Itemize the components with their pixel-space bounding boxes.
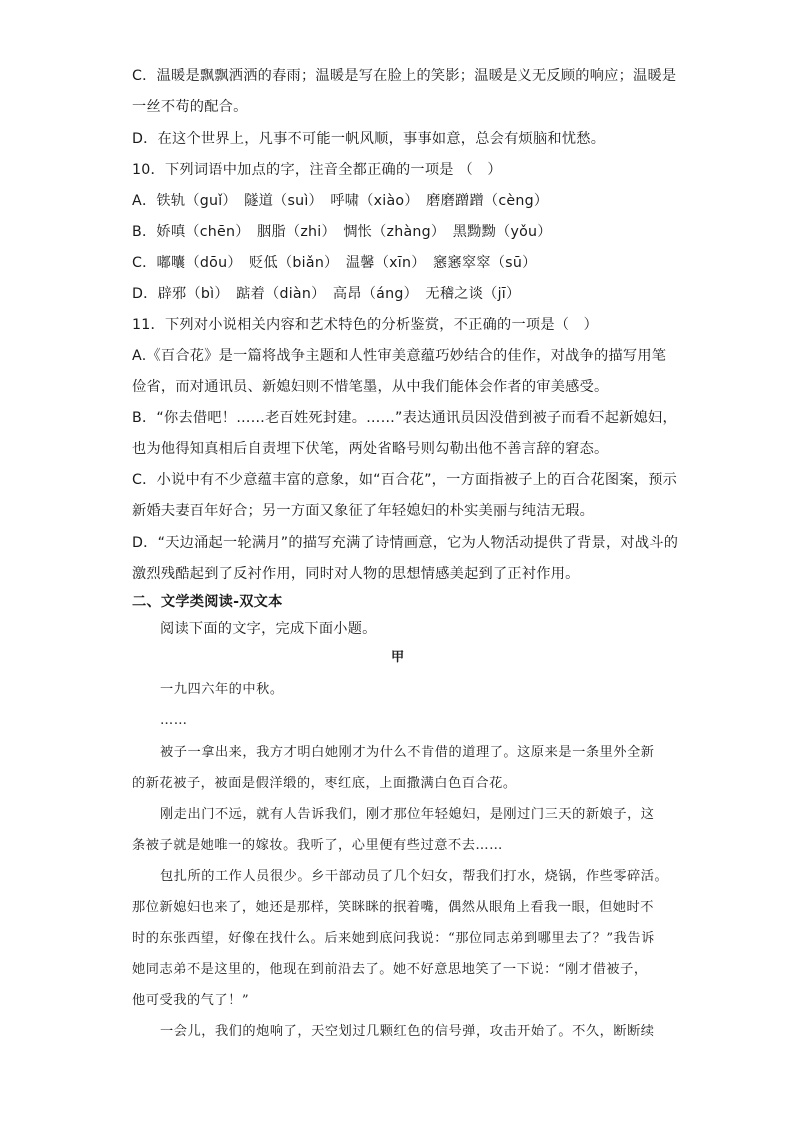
- q11-option-d-line1: D．“天边涌起一轮满月”的描写充满了诗情画意，它为人物活动提供了背景，对战斗的: [132, 535, 679, 551]
- passage-line: 那位新媳妇也来了，她还是那样，笑眯眯的抿着嘴，偶然从眼角上看我一眼，但她时不: [132, 900, 655, 915]
- q10-stem: 10．下列词语中加点的字，注音全都正确的一项是 （ ）: [132, 162, 502, 178]
- q10-option-d: D．辟邪（bì） 踮着（diàn） 高昂（áng） 无稽之谈（jī）: [132, 286, 521, 302]
- q9-option-c-line2: 一丝不苟的配合。: [132, 99, 248, 115]
- q11-stem: 11．下列对小说相关内容和艺术特色的分析鉴赏，不正确的一项是（ ）: [132, 317, 599, 333]
- q10-option-c: C．嘟囔（dōu） 贬低（biǎn） 温馨（xīn） 窸窸窣窣（sū）: [132, 255, 537, 271]
- q9-option-d: D．在这个世界上，凡事不可能一帆风顺，事事如意，总会有烦脑和忧愁。: [132, 131, 606, 147]
- section-instruction: 阅读下面的文字，完成下面小题。: [160, 621, 377, 637]
- passage-line: 刚走出门不远，就有人告诉我们，刚才那位年轻媳妇，是刚过门三天的新娘子，这: [160, 807, 655, 822]
- q10-option-b: B．娇嗔（chēn） 胭脂（zhi） 惆怅（zhàng） 黑黝黝（yǒu）: [132, 224, 552, 240]
- passage-line: 他可受我的气了！”: [132, 993, 250, 1008]
- passage-line: 一会儿，我们的炮响了，天空划过几颗红色的信号弹，攻击开始了。不久，断断续: [160, 1024, 655, 1039]
- passage-title: 甲: [391, 650, 405, 665]
- q11-option-d-line2: 激烈残酷起到了反衬作用，同时对人物的思想情感美起到了正衬作用。: [132, 566, 580, 582]
- q11-option-c-line1: C．小说中有不少意蕴丰富的意象，如“百合花”，一方面指被子上的百合花图案，预示: [132, 472, 678, 488]
- passage-line: 时的东张西望，好像在找什么。后来她到底问我说：“那位同志弟到哪里去了？”我告诉: [132, 931, 655, 946]
- q11-option-b-line1: B．“你去借吧！……老百姓死封建。……”表达通讯员因没借到被子而看不起新媳妇，: [132, 410, 677, 426]
- q11-option-a-line2: 俭省，而对通讯员、新媳妇则不惜笔墨，从中我们能体会作者的审美感受。: [132, 379, 609, 395]
- q11-option-b-line2: 也为他得知真相后自责埋下伏笔，两处省略号则勾勒出他不善言辞的窘态。: [132, 441, 609, 457]
- passage-line: 的新花被子，被面是假洋缎的，枣红底，上面撒满白色百合花。: [132, 776, 517, 791]
- passage-line: 她同志弟不是这里的，他现在到前沿去了。她不好意思地笑了一下说：“刚才借被子，: [132, 962, 648, 977]
- q9-option-c-line1: C．温暖是飘飘洒洒的春雨；温暖是写在脸上的笑影；温暖是义无反顾的响应；温暖是: [132, 68, 677, 84]
- passage-line: 条被子就是她唯一的嫁妆。我听了，心里便有些过意不去……: [132, 838, 503, 853]
- section-heading: 二、文学类阅读-双文本: [132, 594, 283, 610]
- passage-line: 包扎所的工作人员很少。乡干部动员了几个妇女，帮我们打水，烧锅，作些零碎活。: [160, 869, 669, 884]
- passage-line: 被子一拿出来，我方才明白她刚才为什么不肯借的道理了。这原来是一条里外全新: [160, 745, 655, 760]
- q11-option-a-line1: A.《百合花》是一篇将战争主题和人性审美意蕴巧妙结合的佳作，对战争的描写用笔: [132, 348, 667, 364]
- q11-option-c-line2: 新婚夫妻百年好合；另一方面又象征了年轻媳妇的朴实美丽与纯洁无瑕。: [132, 503, 595, 519]
- passage-line: 一九四六年的中秋。: [160, 682, 284, 697]
- passage-line: ……: [160, 713, 188, 728]
- q10-option-a: A．铁轨（guǐ） 隧道（suì） 呼啸（xiào） 磨磨蹭蹭（cèng）: [132, 193, 549, 209]
